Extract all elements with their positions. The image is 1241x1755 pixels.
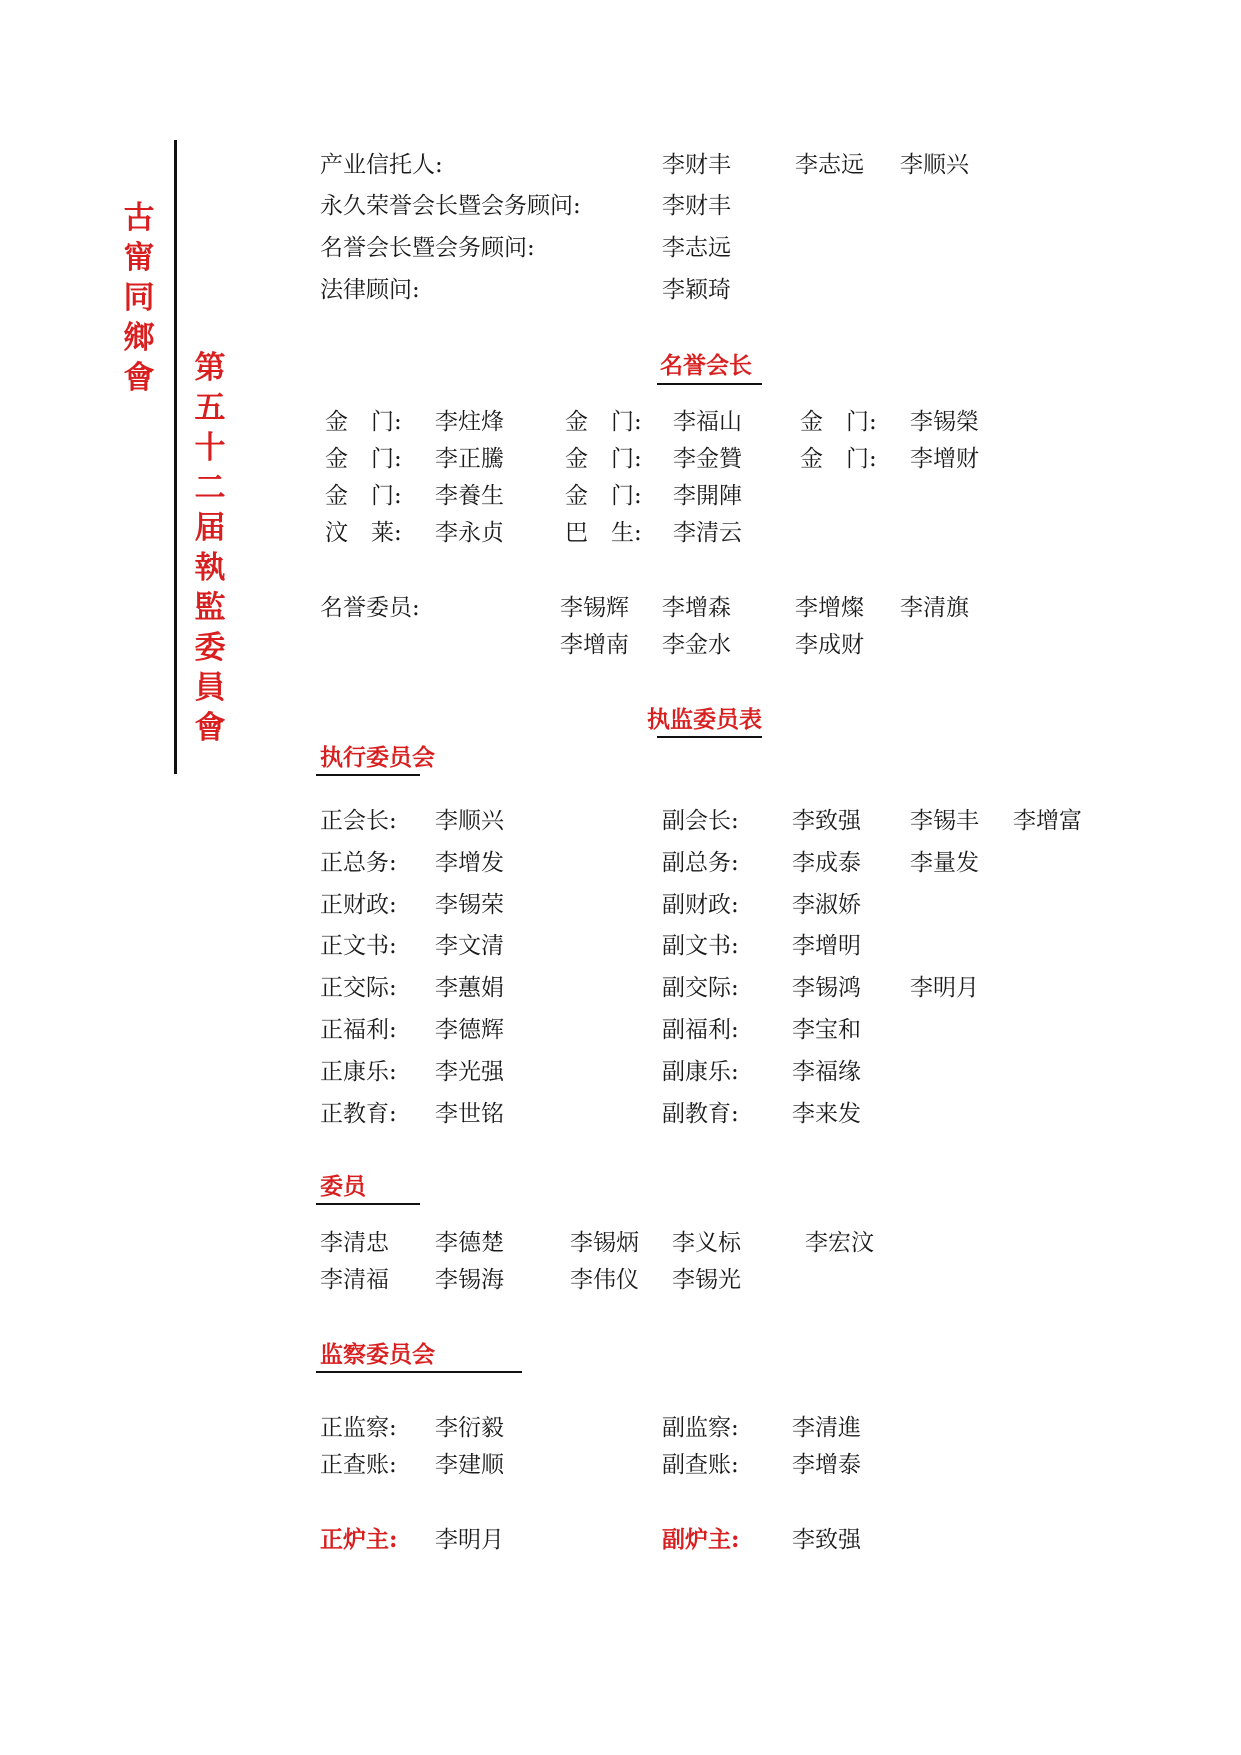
legal-advisor-label: 法律顾问: <box>320 277 420 303</box>
role-label: 副查账: <box>662 1452 739 1478</box>
member-name: 李锡光 <box>672 1267 741 1293</box>
hon-name: 李永贞 <box>435 520 504 546</box>
person-name: 李文清 <box>435 933 504 959</box>
person-name: 李锡丰 <box>910 808 979 834</box>
person-name: 李增明 <box>792 933 861 959</box>
committee-table-heading: 执监委员表 <box>647 706 762 733</box>
role-label: 副教育: <box>662 1101 739 1127</box>
hon-place: 金 门: <box>800 409 877 435</box>
hon-name: 李福山 <box>673 409 742 435</box>
hon-place: 金 门: <box>325 483 402 509</box>
hon-place: 金 门: <box>565 409 642 435</box>
hon-place: 金 门: <box>325 409 402 435</box>
person-name: 李光强 <box>435 1059 504 1085</box>
member-name: 李德楚 <box>435 1230 504 1256</box>
subtitle-char: 會 <box>194 710 226 746</box>
vice-incense-master-name: 李致强 <box>792 1527 861 1553</box>
title-char: 同 <box>123 280 155 316</box>
vertical-divider <box>174 140 177 774</box>
association-title <box>119 198 159 398</box>
person-name: 李建顺 <box>435 1452 504 1478</box>
committee-title <box>190 348 230 748</box>
hon-member-name: 李增南 <box>560 632 629 658</box>
hon-name: 李養生 <box>435 483 504 509</box>
hon-member-name: 李锡辉 <box>560 595 629 621</box>
hon-member-name: 李清旗 <box>900 595 969 621</box>
hon-place: 金 门: <box>565 483 642 509</box>
hon-place: 金 门: <box>325 446 402 472</box>
subtitle-char: 二 <box>194 470 226 506</box>
hon-name: 李金贊 <box>673 446 742 472</box>
role-label: 副总务: <box>662 850 739 876</box>
member-name: 李锡海 <box>435 1267 504 1293</box>
vice-incense-master-label: 副炉主: <box>662 1526 740 1553</box>
person-name: 李清進 <box>792 1415 861 1441</box>
subtitle-char: 委 <box>194 630 226 666</box>
person-name: 李增泰 <box>792 1452 861 1478</box>
person-name: 李世铭 <box>435 1101 504 1127</box>
subtitle-char: 第 <box>194 350 226 386</box>
honorary-presidents-heading: 名誉会长 <box>660 352 752 379</box>
heading-underline <box>316 1371 522 1373</box>
subtitle-char: 十 <box>194 430 226 466</box>
heading-underline <box>657 736 762 738</box>
hon-name: 李開陣 <box>673 483 742 509</box>
role-label: 正财政: <box>320 892 397 918</box>
person-name: 李淑娇 <box>792 892 861 918</box>
role-label: 副福利: <box>662 1017 739 1043</box>
role-label: 正会长: <box>320 808 397 834</box>
hon-name: 李锡榮 <box>910 409 979 435</box>
trustee-name: 李财丰 <box>662 152 731 178</box>
subtitle-char: 執 <box>194 550 226 586</box>
member-name: 李清福 <box>320 1267 389 1293</box>
hon-name: 李炷烽 <box>435 409 504 435</box>
hon-name: 李清云 <box>673 520 742 546</box>
heading-underline <box>316 1203 420 1205</box>
person-name: 李增富 <box>1013 808 1082 834</box>
main-incense-master-label: 正炉主: <box>320 1526 398 1553</box>
title-char: 古 <box>123 200 155 236</box>
heading-underline <box>316 774 420 776</box>
person-name: 李锡鸿 <box>792 975 861 1001</box>
subtitle-char: 監 <box>194 590 226 626</box>
trustees-label: 产业信托人: <box>320 152 443 178</box>
person-name: 李增发 <box>435 850 504 876</box>
person-name: 李衍毅 <box>435 1415 504 1441</box>
role-label: 正查账: <box>320 1452 397 1478</box>
role-label: 正交际: <box>320 975 397 1001</box>
subtitle-char: 届 <box>194 510 226 546</box>
role-label: 副会长: <box>662 808 739 834</box>
person-name: 李宝和 <box>792 1017 861 1043</box>
executive-heading: 执行委员会 <box>320 744 435 771</box>
perm-president-label: 永久荣誉会长暨会务顾问: <box>320 193 581 219</box>
hon-place: 金 门: <box>565 446 642 472</box>
person-name: 李致强 <box>792 808 861 834</box>
perm-president-name: 李财丰 <box>662 193 731 219</box>
role-label: 副财政: <box>662 892 739 918</box>
heading-underline <box>657 383 762 385</box>
hon-president-advisor-label: 名誉会长暨会务顾问: <box>320 235 535 261</box>
hon-place: 巴 生: <box>565 520 642 546</box>
hon-member-name: 李金水 <box>662 632 731 658</box>
hon-name: 李正騰 <box>435 446 504 472</box>
hon-member-name: 李成财 <box>795 632 864 658</box>
role-label: 正福利: <box>320 1017 397 1043</box>
role-label: 正监察: <box>320 1415 397 1441</box>
person-name: 李福缘 <box>792 1059 861 1085</box>
trustee-name: 李顺兴 <box>900 152 969 178</box>
main-incense-master-name: 李明月 <box>435 1527 504 1553</box>
hon-place: 金 门: <box>800 446 877 472</box>
subtitle-char: 五 <box>194 390 226 426</box>
person-name: 李来发 <box>792 1101 861 1127</box>
role-label: 副监察: <box>662 1415 739 1441</box>
person-name: 李蕙娟 <box>435 975 504 1001</box>
member-name: 李锡炳 <box>570 1230 639 1256</box>
role-label: 正文书: <box>320 933 397 959</box>
member-name: 李清忠 <box>320 1230 389 1256</box>
role-label: 正教育: <box>320 1101 397 1127</box>
hon-place: 汶 莱: <box>325 520 402 546</box>
hon-name: 李增财 <box>910 446 979 472</box>
person-name: 李明月 <box>910 975 979 1001</box>
legal-advisor-name: 李颖琦 <box>662 277 731 303</box>
member-name: 李伟仪 <box>570 1267 639 1293</box>
honorary-members-label: 名誉委员: <box>320 595 420 621</box>
members-heading: 委员 <box>320 1173 366 1200</box>
role-label: 正康乐: <box>320 1059 397 1085</box>
subtitle-char: 員 <box>194 670 226 706</box>
person-name: 李量发 <box>910 850 979 876</box>
role-label: 副交际: <box>662 975 739 1001</box>
person-name: 李德辉 <box>435 1017 504 1043</box>
hon-member-name: 李增燦 <box>795 595 864 621</box>
hon-president-advisor-name: 李志远 <box>662 235 731 261</box>
role-label: 副文书: <box>662 933 739 959</box>
role-label: 正总务: <box>320 850 397 876</box>
member-name: 李宏汶 <box>805 1230 874 1256</box>
person-name: 李顺兴 <box>435 808 504 834</box>
title-char: 甯 <box>123 240 155 276</box>
hon-member-name: 李增森 <box>662 595 731 621</box>
person-name: 李锡荣 <box>435 892 504 918</box>
supervisory-heading: 监察委员会 <box>320 1341 435 1368</box>
title-char: 鄉 <box>123 320 155 356</box>
trustee-name: 李志远 <box>795 152 864 178</box>
member-name: 李义标 <box>672 1230 741 1256</box>
person-name: 李成泰 <box>792 850 861 876</box>
role-label: 副康乐: <box>662 1059 739 1085</box>
title-char: 會 <box>123 360 155 396</box>
